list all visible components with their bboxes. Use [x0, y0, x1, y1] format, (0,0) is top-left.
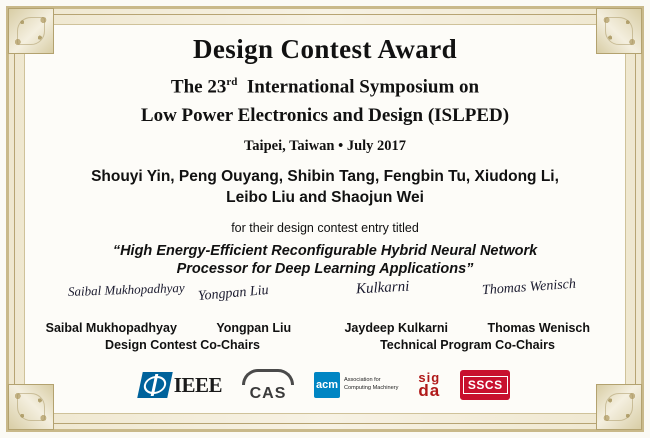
acm-logo [314, 372, 398, 398]
signature-script-2: Yongpan Liu [197, 282, 270, 305]
acm-wordmark [344, 377, 398, 392]
entry-titled-label: for their design contest entry titled [231, 221, 419, 236]
signatory-block-2 [183, 320, 326, 337]
role-technical-program-co-chairs: Technical Program Co-Chairs [380, 338, 555, 352]
signatory-name-2: Yongpan Liu [216, 321, 292, 335]
paper-title-line-1: “High Energy-Efficient Reconfigurable Hybrid Neural Network [112, 243, 538, 260]
ieee-sscs-logo [460, 370, 510, 400]
signatory-roles [30, 337, 620, 354]
ieee-wordmark: IEEE [173, 372, 222, 397]
signature-scripts [30, 276, 620, 320]
signature-script-4: Thomas Wenisch [481, 276, 577, 299]
recipient-names-line-1: Shouyi Yin, Peng Ouyang, Shibin Tang, Fengbin Tu, Xiudong Li, [91, 168, 559, 186]
role-block-design-contest [40, 337, 325, 354]
signatory-name-3: Jaydeep Kulkarni [344, 321, 448, 335]
paper-title [30, 242, 620, 278]
signatory-name-4: Thomas Wenisch [487, 321, 591, 335]
paper-title-line-2: Processor for Deep Learning Applications” [176, 261, 474, 278]
signature-script-1: Saibal Mukhopadhyay [67, 279, 185, 300]
acm-mark-icon: acm [314, 372, 340, 398]
sscs-wordmark: SSCS [463, 376, 508, 394]
recipient-names [30, 167, 620, 209]
signatory-block-1 [40, 320, 183, 337]
symposium-line-2: Low Power Electronics and Design (ISLPED) [140, 105, 510, 127]
sigda-wordmark-line-2: da [418, 381, 441, 401]
acm-wordmark-line-2: Computing Machinery [343, 385, 399, 391]
signatory-name-1: Saibal Mukhopadhyay [45, 321, 177, 335]
acm-wordmark-line-1: Association for [343, 377, 381, 384]
certificate-content [30, 28, 620, 410]
signatory-names [30, 320, 620, 337]
ieee-cas-logo [242, 369, 294, 402]
award-title: Design Contest Award [193, 34, 457, 64]
signatory-block-3 [325, 320, 468, 337]
sigda-wordmark-line-1: sig [418, 369, 441, 385]
signatory-block-4 [468, 320, 611, 337]
sponsor-logos [30, 362, 620, 408]
signature-script-3: Kulkarni [355, 278, 410, 298]
symposium-ordinal-prefix: The 23 [170, 76, 227, 98]
ieee-diamond-icon [137, 372, 173, 398]
cas-arc-icon [242, 369, 294, 385]
recipient-names-line-2: Leibo Liu and Shaojun Wei [226, 189, 424, 207]
ieee-logo [140, 372, 222, 398]
role-design-contest-co-chairs: Design Contest Co-Chairs [105, 338, 260, 352]
symposium-ordinal-suffix: rd [226, 76, 238, 88]
symposium-line-1 [30, 76, 620, 98]
acm-sigda-logo [418, 369, 441, 401]
cas-wordmark: CAS [249, 384, 287, 402]
symposium-line-1-rest: International Symposium on [246, 76, 480, 98]
place-and-date: Taipei, Taiwan • July 2017 [243, 138, 407, 155]
role-block-technical-program [325, 337, 610, 354]
